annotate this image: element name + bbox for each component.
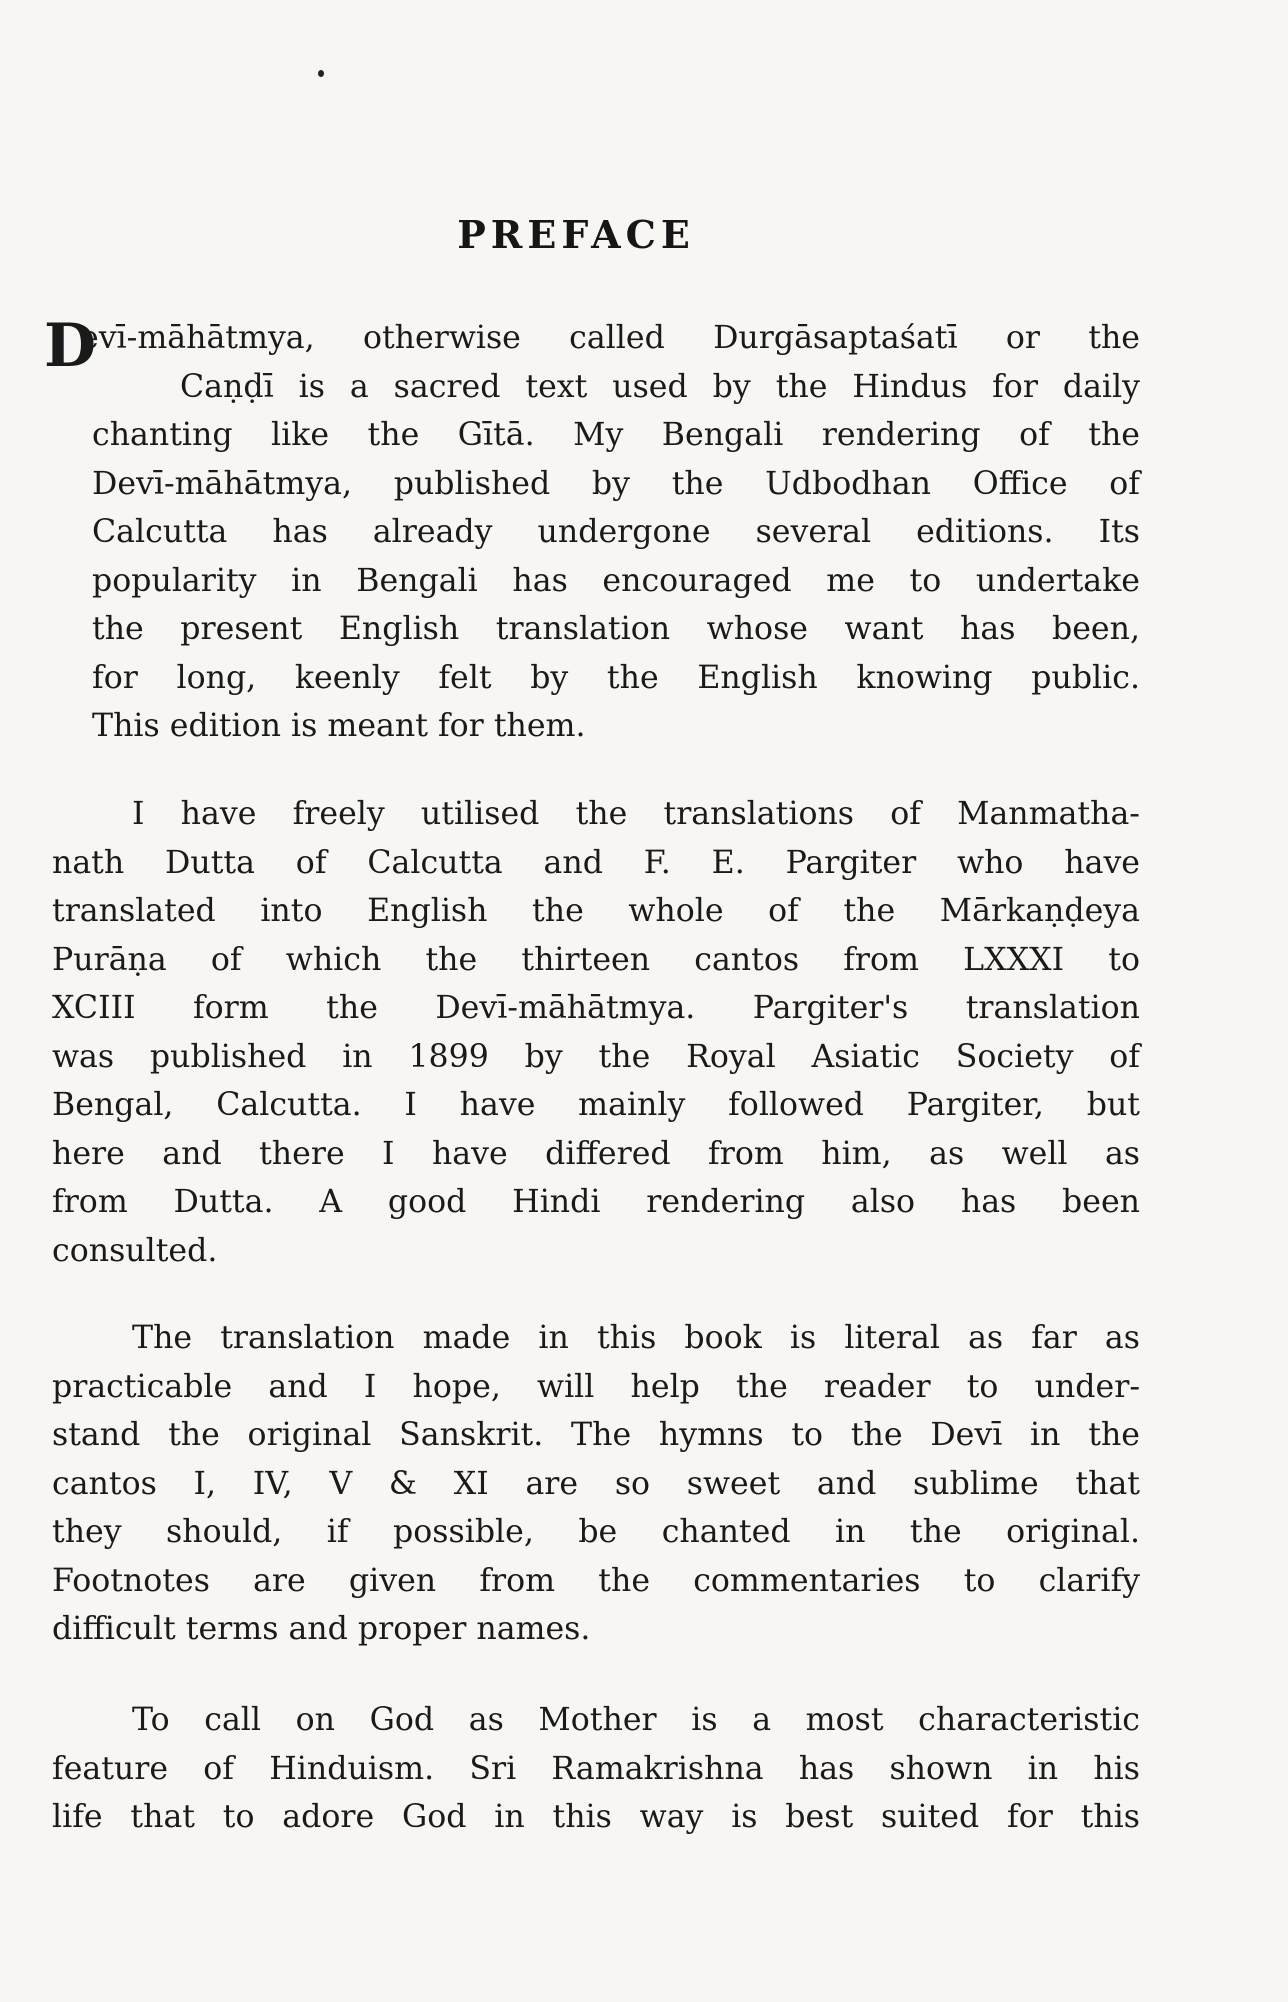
text-line: cantos I, IV, V & XI are so sweet and sublime that bbox=[52, 1465, 1140, 1502]
text-line: I have freely utilised the translations of Manmatha- bbox=[132, 796, 1140, 832]
text-line: for long, keenly felt by the English knowing public. bbox=[92, 659, 1140, 696]
text-line: Purāṇa of which the thirteen cantos from LXXXI to bbox=[52, 941, 1140, 978]
text-line: the present English translation whose want has been, bbox=[92, 611, 1140, 647]
text-line: XCIII form the Devī-māhātmya. Pargiter's translation bbox=[52, 990, 1140, 1026]
text-line: This edition is meant for them. bbox=[92, 708, 586, 744]
text-line: The translation made in this book is literal as far as bbox=[132, 1320, 1140, 1356]
text-line: Footnotes are given from the commentaries to clarify bbox=[52, 1562, 1140, 1599]
drop-cap-initial: D bbox=[44, 311, 97, 381]
paragraph-4 bbox=[52, 1696, 1140, 1842]
text-line: evī-māhātmya, otherwise called Durgāsaptaśatī or the bbox=[80, 320, 1140, 356]
text-line: nath Dutta of Calcutta and F. E. Pargiter who have bbox=[52, 844, 1140, 881]
paragraph-3 bbox=[52, 1314, 1140, 1654]
paragraph-2 bbox=[52, 790, 1140, 1275]
text-line: difficult terms and proper names. bbox=[52, 1611, 591, 1647]
text-line: Devī-māhātmya, published by the Udbodhan Office of bbox=[92, 465, 1140, 502]
text-line: they should, if possible, be chanted in the original. bbox=[52, 1514, 1140, 1550]
page-title: PREFACE bbox=[457, 212, 695, 257]
text-line: from Dutta. A good Hindi rendering also has been bbox=[52, 1184, 1140, 1220]
ink-speck bbox=[318, 70, 324, 77]
text-line: Bengal, Calcutta. I have mainly followed Pargiter, but bbox=[52, 1087, 1140, 1123]
text-line: practicable and I hope, will help the reader to under- bbox=[52, 1368, 1140, 1405]
text-line: popularity in Bengali has encouraged me to undertake bbox=[92, 562, 1140, 599]
paragraph-1 bbox=[52, 314, 1140, 751]
text-line: stand the original Sanskrit. The hymns to the Devī in the bbox=[52, 1417, 1140, 1453]
text-line: chanting like the Gītā. My Bengali rendering of the bbox=[92, 417, 1140, 453]
text-line: Calcutta has already undergone several editions. Its bbox=[92, 514, 1140, 550]
text-line: consulted. bbox=[52, 1232, 218, 1269]
text-line: was published in 1899 by the Royal Asiatic Society of bbox=[52, 1038, 1140, 1075]
text-line: here and there I have differed from him, as well as bbox=[52, 1135, 1140, 1172]
text-line: life that to adore God in this way is best suited for this bbox=[52, 1799, 1140, 1835]
text-line: To call on God as Mother is a most characteristic bbox=[132, 1702, 1140, 1738]
text-line: Caṇḍī is a sacred text used by the Hindus for daily bbox=[180, 368, 1140, 405]
text-line: feature of Hinduism. Sri Ramakrishna has shown in his bbox=[52, 1750, 1140, 1787]
text-line: translated into English the whole of the Mārkaṇḍeya bbox=[52, 893, 1140, 929]
